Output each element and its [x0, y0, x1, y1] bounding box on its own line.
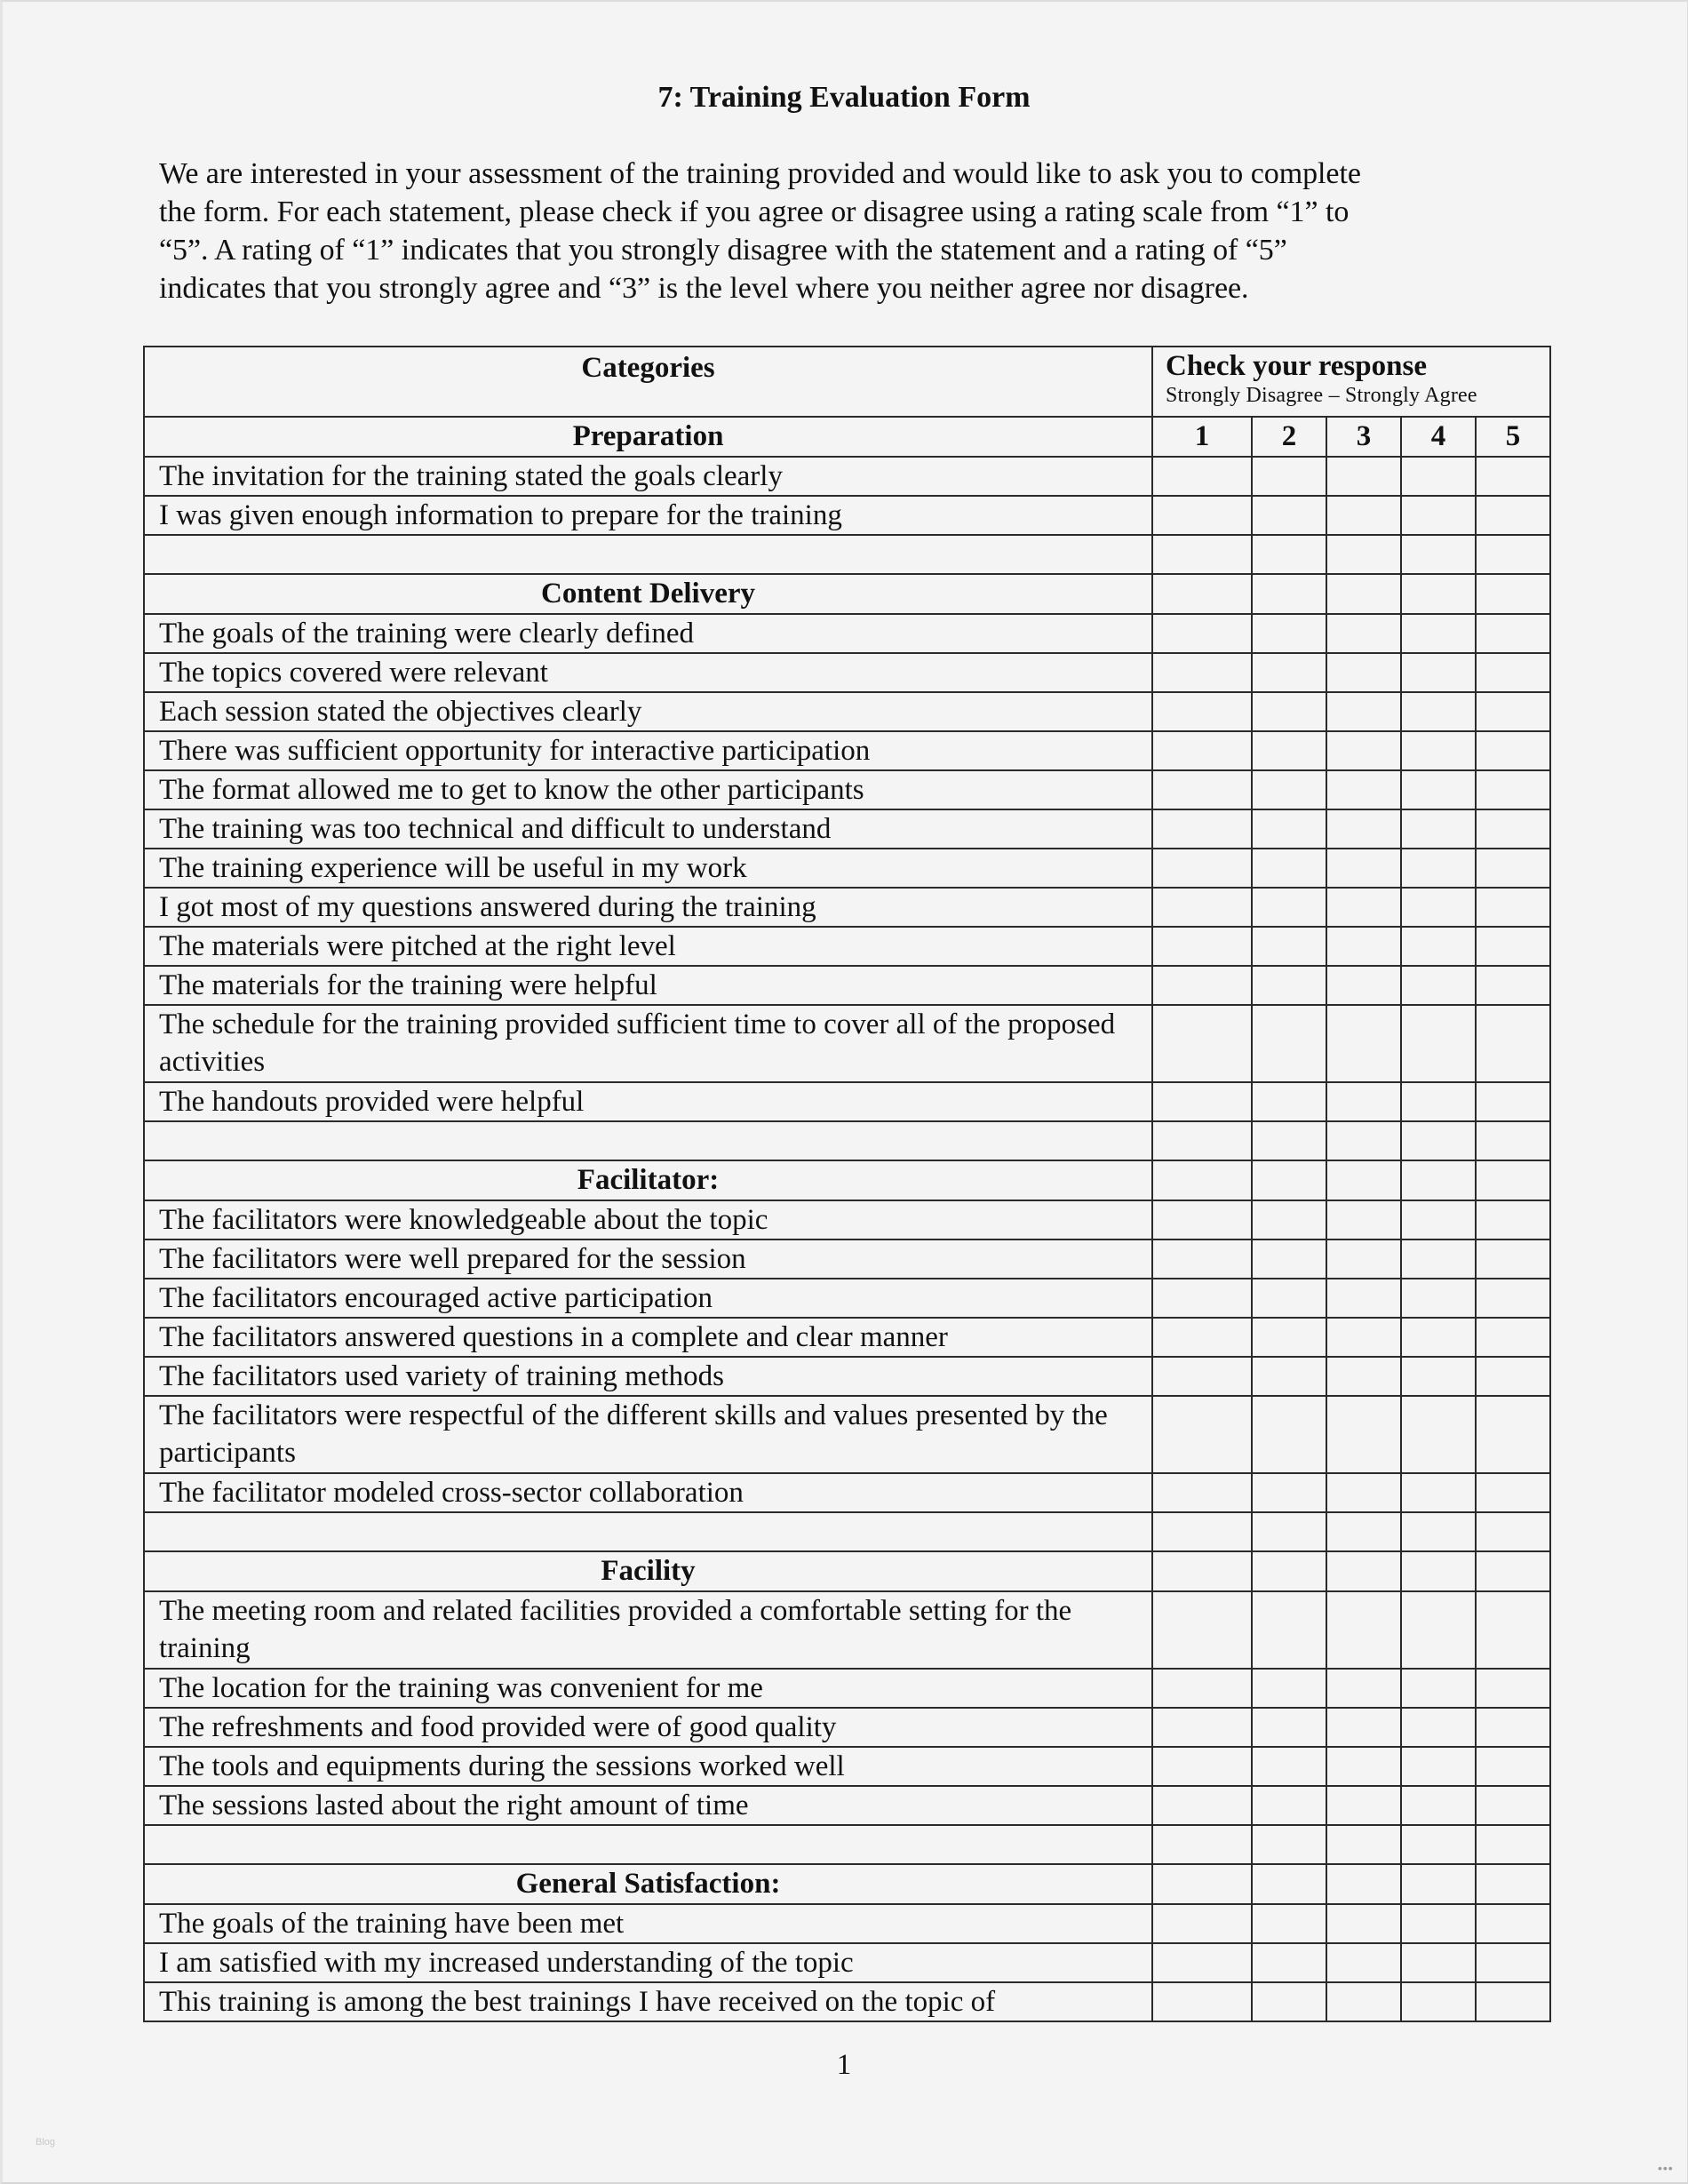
- s2-i2-rating-4-checkbox[interactable]: [1401, 1279, 1476, 1318]
- s3-i4-rating-4-checkbox[interactable]: [1401, 1786, 1476, 1825]
- statement-row: [144, 1669, 1550, 1708]
- s4-i0-rating-4-checkbox[interactable]: [1401, 1904, 1476, 1943]
- s1-i7-rating-3-checkbox[interactable]: [1326, 888, 1401, 927]
- empty-cell: [1476, 1160, 1550, 1200]
- s1-i1-rating-1-checkbox[interactable]: [1152, 653, 1252, 692]
- s3-i1-rating-3-checkbox[interactable]: [1326, 1669, 1401, 1708]
- intro-line: “5”. A rating of “1” indicates that you strongly disagree with the statement and a rating of “5”: [159, 234, 1287, 267]
- statement-text: The topics covered were relevant: [144, 653, 1152, 692]
- statement-text: I am satisfied with my increased understanding of the topic: [144, 1943, 1152, 1982]
- s1-i5-rating-4-checkbox[interactable]: [1401, 809, 1476, 849]
- statement-text: Each session stated the objectives clearly: [144, 692, 1152, 731]
- statement-text: The facilitators were well prepared for the session: [144, 1239, 1152, 1279]
- s3-i2-rating-5-checkbox[interactable]: [1476, 1708, 1550, 1747]
- statement-text: The facilitator modeled cross-sector collaboration: [144, 1473, 1152, 1512]
- s1-i7-rating-5-checkbox[interactable]: [1476, 888, 1550, 927]
- s0-i1-rating-2-checkbox[interactable]: [1252, 496, 1326, 535]
- s4-i2-rating-1-checkbox[interactable]: [1152, 1982, 1252, 2021]
- section-header-row: [144, 1551, 1550, 1591]
- empty-cell: [1401, 1121, 1476, 1160]
- empty-cell: [144, 1121, 1152, 1160]
- s1-i9-rating-3-checkbox[interactable]: [1326, 966, 1401, 1005]
- empty-cell: [1326, 1864, 1401, 1904]
- s2-i3-rating-4-checkbox[interactable]: [1401, 1318, 1476, 1357]
- empty-cell: [1326, 574, 1401, 614]
- section-title: Facilitator:: [144, 1160, 1152, 1200]
- s2-i4-rating-2-checkbox[interactable]: [1252, 1357, 1326, 1396]
- s1-i9-rating-2-checkbox[interactable]: [1252, 966, 1326, 1005]
- s4-i2-rating-2-checkbox[interactable]: [1252, 1982, 1326, 2021]
- statement-row: [144, 692, 1550, 731]
- empty-cell: [1152, 1825, 1252, 1864]
- s2-i3-rating-1-checkbox[interactable]: [1152, 1318, 1252, 1357]
- s3-i3-rating-2-checkbox[interactable]: [1252, 1747, 1326, 1786]
- section-header-row: [144, 1864, 1550, 1904]
- s1-i10-rating-1-checkbox[interactable]: [1152, 1005, 1252, 1082]
- s1-i5-rating-1-checkbox[interactable]: [1152, 809, 1252, 849]
- s1-i5-rating-2-checkbox[interactable]: [1252, 809, 1326, 849]
- statement-row: [144, 1786, 1550, 1825]
- s4-i2-rating-3-checkbox[interactable]: [1326, 1982, 1401, 2021]
- statement-row: [144, 966, 1550, 1005]
- s1-i11-rating-4-checkbox[interactable]: [1401, 1082, 1476, 1121]
- statement-row: [144, 1904, 1550, 1943]
- s0-i0-rating-1-checkbox[interactable]: [1152, 457, 1252, 496]
- s4-i0-rating-5-checkbox[interactable]: [1476, 1904, 1550, 1943]
- s0-i1-rating-1-checkbox[interactable]: [1152, 496, 1252, 535]
- empty-cell: [1252, 574, 1326, 614]
- s2-i2-rating-5-checkbox[interactable]: [1476, 1279, 1550, 1318]
- statement-row: [144, 1279, 1550, 1318]
- statement-row: [144, 1396, 1550, 1473]
- statement-row: [144, 1747, 1550, 1786]
- empty-cell: [1326, 1551, 1401, 1591]
- s3-i2-rating-1-checkbox[interactable]: [1152, 1708, 1252, 1747]
- statement-text: There was sufficient opportunity for interactive participation: [144, 731, 1152, 770]
- s1-i10-rating-5-checkbox[interactable]: [1476, 1005, 1550, 1082]
- empty-cell: [1252, 535, 1326, 574]
- s3-i2-rating-4-checkbox[interactable]: [1401, 1708, 1476, 1747]
- statement-text: The meeting room and related facilities provided a comfortable setting for the training: [144, 1591, 1152, 1669]
- s2-i5-rating-2-checkbox[interactable]: [1252, 1396, 1326, 1473]
- s1-i11-rating-5-checkbox[interactable]: [1476, 1082, 1550, 1121]
- s1-i1-rating-3-checkbox[interactable]: [1326, 653, 1401, 692]
- s1-i7-rating-4-checkbox[interactable]: [1401, 888, 1476, 927]
- s1-i6-rating-1-checkbox[interactable]: [1152, 849, 1252, 888]
- table-header-row: [144, 347, 1550, 417]
- s1-i8-rating-4-checkbox[interactable]: [1401, 927, 1476, 966]
- s4-i1-rating-5-checkbox[interactable]: [1476, 1943, 1550, 1982]
- rating-header-5: 5: [1476, 417, 1550, 457]
- s2-i3-rating-2-checkbox[interactable]: [1252, 1318, 1326, 1357]
- s3-i1-rating-1-checkbox[interactable]: [1152, 1669, 1252, 1708]
- s1-i0-rating-2-checkbox[interactable]: [1252, 614, 1326, 653]
- empty-cell: [1326, 1160, 1401, 1200]
- s1-i6-rating-5-checkbox[interactable]: [1476, 849, 1550, 888]
- rating-header-3: 3: [1326, 417, 1401, 457]
- empty-cell: [1326, 1825, 1401, 1864]
- section-title: General Satisfaction:: [144, 1864, 1152, 1904]
- s2-i2-rating-1-checkbox[interactable]: [1152, 1279, 1252, 1318]
- empty-cell: [1401, 574, 1476, 614]
- statement-text: The materials for the training were helpful: [144, 966, 1152, 1005]
- intro-line: the form. For each statement, please check if you agree or disagree using a rating scale from “1” to: [159, 195, 1350, 228]
- s2-i1-rating-3-checkbox[interactable]: [1326, 1239, 1401, 1279]
- s2-i6-rating-1-checkbox[interactable]: [1152, 1473, 1252, 1512]
- s3-i4-rating-2-checkbox[interactable]: [1252, 1786, 1326, 1825]
- intro-line: indicates that you strongly agree and “3” is the level where you neither agree nor disagree.: [159, 272, 1249, 305]
- empty-cell: [1476, 1864, 1550, 1904]
- s1-i0-rating-4-checkbox[interactable]: [1401, 614, 1476, 653]
- s2-i0-rating-5-checkbox[interactable]: [1476, 1200, 1550, 1239]
- s2-i2-rating-2-checkbox[interactable]: [1252, 1279, 1326, 1318]
- s1-i2-rating-5-checkbox[interactable]: [1476, 692, 1550, 731]
- statement-text: I was given enough information to prepare for the training: [144, 496, 1152, 535]
- s1-i6-rating-3-checkbox[interactable]: [1326, 849, 1401, 888]
- s1-i8-rating-3-checkbox[interactable]: [1326, 927, 1401, 966]
- empty-cell: [144, 1512, 1152, 1551]
- s3-i0-rating-1-checkbox[interactable]: [1152, 1591, 1252, 1669]
- empty-cell: [1476, 535, 1550, 574]
- s1-i10-rating-3-checkbox[interactable]: [1326, 1005, 1401, 1082]
- s0-i0-rating-4-checkbox[interactable]: [1401, 457, 1476, 496]
- s2-i0-rating-3-checkbox[interactable]: [1326, 1200, 1401, 1239]
- statement-text: The facilitators were respectful of the different skills and values presented by the participants: [144, 1396, 1152, 1473]
- s2-i6-rating-4-checkbox[interactable]: [1401, 1473, 1476, 1512]
- rating-header-1: 1: [1152, 417, 1252, 457]
- statement-row: [144, 1591, 1550, 1669]
- statement-row: [144, 653, 1550, 692]
- statement-row: [144, 849, 1550, 888]
- statement-text: The schedule for the training provided sufficient time to cover all of the proposed activities: [144, 1005, 1152, 1082]
- s3-i3-rating-4-checkbox[interactable]: [1401, 1747, 1476, 1786]
- s1-i4-rating-3-checkbox[interactable]: [1326, 770, 1401, 809]
- statement-text: The handouts provided were helpful: [144, 1082, 1152, 1121]
- statement-text: The invitation for the training stated the goals clearly: [144, 457, 1152, 496]
- s2-i0-rating-2-checkbox[interactable]: [1252, 1200, 1326, 1239]
- s3-i3-rating-3-checkbox[interactable]: [1326, 1747, 1401, 1786]
- s4-i0-rating-2-checkbox[interactable]: [1252, 1904, 1326, 1943]
- statement-text: The facilitators used variety of training methods: [144, 1357, 1152, 1396]
- s3-i1-rating-5-checkbox[interactable]: [1476, 1669, 1550, 1708]
- s1-i4-rating-1-checkbox[interactable]: [1152, 770, 1252, 809]
- section-title: Facility: [144, 1551, 1152, 1591]
- s1-i6-rating-2-checkbox[interactable]: [1252, 849, 1326, 888]
- statement-row: [144, 1473, 1550, 1512]
- section-header-row: [144, 417, 1550, 457]
- s3-i0-rating-2-checkbox[interactable]: [1252, 1591, 1326, 1669]
- s1-i5-rating-3-checkbox[interactable]: [1326, 809, 1401, 849]
- s1-i3-rating-4-checkbox[interactable]: [1401, 731, 1476, 770]
- empty-cell: [1152, 1551, 1252, 1591]
- form-title: 7: Training Evaluation Form: [657, 81, 1031, 114]
- statement-row: [144, 927, 1550, 966]
- s1-i1-rating-4-checkbox[interactable]: [1401, 653, 1476, 692]
- statement-text: The goals of the training were clearly defined: [144, 614, 1152, 653]
- s4-i2-rating-4-checkbox[interactable]: [1401, 1982, 1476, 2021]
- statement-text: The facilitators answered questions in a complete and clear manner: [144, 1318, 1152, 1357]
- section-title: Preparation: [144, 417, 1152, 457]
- empty-cell: [1401, 1512, 1476, 1551]
- s2-i3-rating-3-checkbox[interactable]: [1326, 1318, 1401, 1357]
- s0-i1-rating-3-checkbox[interactable]: [1326, 496, 1401, 535]
- check-response-label: Check your response: [1166, 350, 1427, 382]
- s1-i9-rating-4-checkbox[interactable]: [1401, 966, 1476, 1005]
- statement-row: [144, 731, 1550, 770]
- s1-i7-rating-1-checkbox[interactable]: [1152, 888, 1252, 927]
- s1-i9-rating-1-checkbox[interactable]: [1152, 966, 1252, 1005]
- s2-i1-rating-5-checkbox[interactable]: [1476, 1239, 1550, 1279]
- s1-i2-rating-1-checkbox[interactable]: [1152, 692, 1252, 731]
- scale-label: Strongly Disagree – Strongly Agree: [1166, 384, 1477, 407]
- s0-i1-rating-5-checkbox[interactable]: [1476, 496, 1550, 535]
- s2-i5-rating-1-checkbox[interactable]: [1152, 1396, 1252, 1473]
- empty-cell: [1252, 1121, 1326, 1160]
- section-header-row: [144, 1160, 1550, 1200]
- statement-row: [144, 809, 1550, 849]
- s1-i11-rating-3-checkbox[interactable]: [1326, 1082, 1401, 1121]
- empty-cell: [1401, 1825, 1476, 1864]
- s2-i6-rating-2-checkbox[interactable]: [1252, 1473, 1326, 1512]
- s2-i4-rating-4-checkbox[interactable]: [1401, 1357, 1476, 1396]
- s1-i9-rating-5-checkbox[interactable]: [1476, 966, 1550, 1005]
- statement-row: [144, 1318, 1550, 1357]
- empty-cell: [1401, 535, 1476, 574]
- more-options-icon[interactable]: •••: [1658, 2161, 1674, 2175]
- s2-i0-rating-1-checkbox[interactable]: [1152, 1200, 1252, 1239]
- empty-cell: [1326, 535, 1401, 574]
- empty-cell: [1252, 1512, 1326, 1551]
- s3-i4-rating-5-checkbox[interactable]: [1476, 1786, 1550, 1825]
- response-header: [1152, 347, 1550, 417]
- spacer-row: [144, 1121, 1550, 1160]
- s0-i0-rating-3-checkbox[interactable]: [1326, 457, 1401, 496]
- s2-i1-rating-2-checkbox[interactable]: [1252, 1239, 1326, 1279]
- empty-cell: [1152, 535, 1252, 574]
- statement-row: [144, 1082, 1550, 1121]
- s1-i8-rating-5-checkbox[interactable]: [1476, 927, 1550, 966]
- statement-row: [144, 1200, 1550, 1239]
- s1-i1-rating-5-checkbox[interactable]: [1476, 653, 1550, 692]
- statement-row: [144, 1239, 1550, 1279]
- statement-text: The location for the training was convenient for me: [144, 1669, 1152, 1708]
- s1-i4-rating-5-checkbox[interactable]: [1476, 770, 1550, 809]
- s0-i1-rating-4-checkbox[interactable]: [1401, 496, 1476, 535]
- s2-i0-rating-4-checkbox[interactable]: [1401, 1200, 1476, 1239]
- s1-i4-rating-2-checkbox[interactable]: [1252, 770, 1326, 809]
- evaluation-table: [143, 346, 1551, 2022]
- statement-row: [144, 770, 1550, 809]
- s2-i1-rating-1-checkbox[interactable]: [1152, 1239, 1252, 1279]
- empty-cell: [1252, 1551, 1326, 1591]
- s3-i3-rating-5-checkbox[interactable]: [1476, 1747, 1550, 1786]
- empty-cell: [1401, 1551, 1476, 1591]
- page-number: 1: [836, 2049, 852, 2081]
- s1-i7-rating-2-checkbox[interactable]: [1252, 888, 1326, 927]
- statement-row: [144, 1943, 1550, 1982]
- s4-i1-rating-3-checkbox[interactable]: [1326, 1943, 1401, 1982]
- s1-i4-rating-4-checkbox[interactable]: [1401, 770, 1476, 809]
- statement-row: [144, 614, 1550, 653]
- s2-i5-rating-3-checkbox[interactable]: [1326, 1396, 1401, 1473]
- s3-i3-rating-1-checkbox[interactable]: [1152, 1747, 1252, 1786]
- s3-i0-rating-5-checkbox[interactable]: [1476, 1591, 1550, 1669]
- spacer-row: [144, 535, 1550, 574]
- statement-row: [144, 1708, 1550, 1747]
- s4-i2-rating-5-checkbox[interactable]: [1476, 1982, 1550, 2021]
- s1-i0-rating-1-checkbox[interactable]: [1152, 614, 1252, 653]
- s4-i0-rating-3-checkbox[interactable]: [1326, 1904, 1401, 1943]
- statement-text: I got most of my questions answered during the training: [144, 888, 1152, 927]
- s1-i2-rating-4-checkbox[interactable]: [1401, 692, 1476, 731]
- s4-i1-rating-2-checkbox[interactable]: [1252, 1943, 1326, 1982]
- empty-cell: [1326, 1512, 1401, 1551]
- empty-cell: [144, 535, 1152, 574]
- statement-row: [144, 1982, 1550, 2021]
- s1-i5-rating-5-checkbox[interactable]: [1476, 809, 1550, 849]
- section-header-row: [144, 574, 1550, 614]
- s1-i0-rating-3-checkbox[interactable]: [1326, 614, 1401, 653]
- s1-i8-rating-2-checkbox[interactable]: [1252, 927, 1326, 966]
- s1-i1-rating-2-checkbox[interactable]: [1252, 653, 1326, 692]
- empty-cell: [1476, 1121, 1550, 1160]
- empty-cell: [1252, 1864, 1326, 1904]
- categories-header: Categories: [144, 347, 1152, 417]
- statement-row: [144, 1005, 1550, 1082]
- s2-i3-rating-5-checkbox[interactable]: [1476, 1318, 1550, 1357]
- s4-i0-rating-1-checkbox[interactable]: [1152, 1904, 1252, 1943]
- statement-text: The facilitators were knowledgeable about the topic: [144, 1200, 1152, 1239]
- s3-i4-rating-1-checkbox[interactable]: [1152, 1786, 1252, 1825]
- s3-i0-rating-3-checkbox[interactable]: [1326, 1591, 1401, 1669]
- empty-cell: [1476, 1512, 1550, 1551]
- s0-i0-rating-2-checkbox[interactable]: [1252, 457, 1326, 496]
- s0-i0-rating-5-checkbox[interactable]: [1476, 457, 1550, 496]
- s2-i5-rating-5-checkbox[interactable]: [1476, 1396, 1550, 1473]
- empty-cell: [1152, 574, 1252, 614]
- section-title: Content Delivery: [144, 574, 1152, 614]
- s2-i6-rating-5-checkbox[interactable]: [1476, 1473, 1550, 1512]
- s2-i2-rating-3-checkbox[interactable]: [1326, 1279, 1401, 1318]
- rating-header-4: 4: [1401, 417, 1476, 457]
- empty-cell: [1476, 1551, 1550, 1591]
- s1-i10-rating-4-checkbox[interactable]: [1401, 1005, 1476, 1082]
- empty-cell: [1252, 1160, 1326, 1200]
- s1-i0-rating-5-checkbox[interactable]: [1476, 614, 1550, 653]
- statement-row: [144, 1357, 1550, 1396]
- statement-text: This training is among the best trainings I have received on the topic of: [144, 1982, 1152, 2021]
- s1-i6-rating-4-checkbox[interactable]: [1401, 849, 1476, 888]
- s2-i1-rating-4-checkbox[interactable]: [1401, 1239, 1476, 1279]
- s1-i11-rating-1-checkbox[interactable]: [1152, 1082, 1252, 1121]
- rating-header-2: 2: [1252, 417, 1326, 457]
- statement-text: The sessions lasted about the right amount of time: [144, 1786, 1152, 1825]
- s4-i1-rating-1-checkbox[interactable]: [1152, 1943, 1252, 1982]
- empty-cell: [1152, 1512, 1252, 1551]
- spacer-row: [144, 1512, 1550, 1551]
- s1-i3-rating-3-checkbox[interactable]: [1326, 731, 1401, 770]
- s3-i1-rating-4-checkbox[interactable]: [1401, 1669, 1476, 1708]
- intro-paragraph: [159, 155, 1545, 307]
- empty-cell: [144, 1825, 1152, 1864]
- s1-i3-rating-2-checkbox[interactable]: [1252, 731, 1326, 770]
- empty-cell: [1476, 1825, 1550, 1864]
- watermark: Blog: [36, 2137, 56, 2148]
- s1-i2-rating-3-checkbox[interactable]: [1326, 692, 1401, 731]
- empty-cell: [1401, 1864, 1476, 1904]
- s2-i5-rating-4-checkbox[interactable]: [1401, 1396, 1476, 1473]
- statement-text: The facilitators encouraged active participation: [144, 1279, 1152, 1318]
- s1-i3-rating-1-checkbox[interactable]: [1152, 731, 1252, 770]
- empty-cell: [1401, 1160, 1476, 1200]
- empty-cell: [1152, 1864, 1252, 1904]
- statement-text: The format allowed me to get to know the other participants: [144, 770, 1152, 809]
- s2-i6-rating-3-checkbox[interactable]: [1326, 1473, 1401, 1512]
- statement-text: The tools and equipments during the sessions worked well: [144, 1747, 1152, 1786]
- s3-i2-rating-3-checkbox[interactable]: [1326, 1708, 1401, 1747]
- statement-row: [144, 457, 1550, 496]
- statement-text: The refreshments and food provided were of good quality: [144, 1708, 1152, 1747]
- s3-i4-rating-3-checkbox[interactable]: [1326, 1786, 1401, 1825]
- statement-text: The training experience will be useful in my work: [144, 849, 1152, 888]
- s3-i1-rating-2-checkbox[interactable]: [1252, 1669, 1326, 1708]
- empty-cell: [1152, 1121, 1252, 1160]
- intro-line: We are interested in your assessment of the training provided and would like to ask you to complete: [159, 157, 1361, 190]
- s3-i2-rating-2-checkbox[interactable]: [1252, 1708, 1326, 1747]
- s3-i0-rating-4-checkbox[interactable]: [1401, 1591, 1476, 1669]
- spacer-row: [144, 1825, 1550, 1864]
- empty-cell: [1476, 574, 1550, 614]
- s2-i4-rating-3-checkbox[interactable]: [1326, 1357, 1401, 1396]
- statement-text: The materials were pitched at the right level: [144, 927, 1152, 966]
- s1-i3-rating-5-checkbox[interactable]: [1476, 731, 1550, 770]
- empty-cell: [1152, 1160, 1252, 1200]
- s2-i4-rating-5-checkbox[interactable]: [1476, 1357, 1550, 1396]
- statement-row: [144, 496, 1550, 535]
- s1-i8-rating-1-checkbox[interactable]: [1152, 927, 1252, 966]
- s1-i10-rating-2-checkbox[interactable]: [1252, 1005, 1326, 1082]
- statement-text: The training was too technical and difficult to understand: [144, 809, 1152, 849]
- s4-i1-rating-4-checkbox[interactable]: [1401, 1943, 1476, 1982]
- s2-i4-rating-1-checkbox[interactable]: [1152, 1357, 1252, 1396]
- statement-text: The goals of the training have been met: [144, 1904, 1152, 1943]
- s1-i11-rating-2-checkbox[interactable]: [1252, 1082, 1326, 1121]
- s1-i2-rating-2-checkbox[interactable]: [1252, 692, 1326, 731]
- statement-row: [144, 888, 1550, 927]
- empty-cell: [1326, 1121, 1401, 1160]
- empty-cell: [1252, 1825, 1326, 1864]
